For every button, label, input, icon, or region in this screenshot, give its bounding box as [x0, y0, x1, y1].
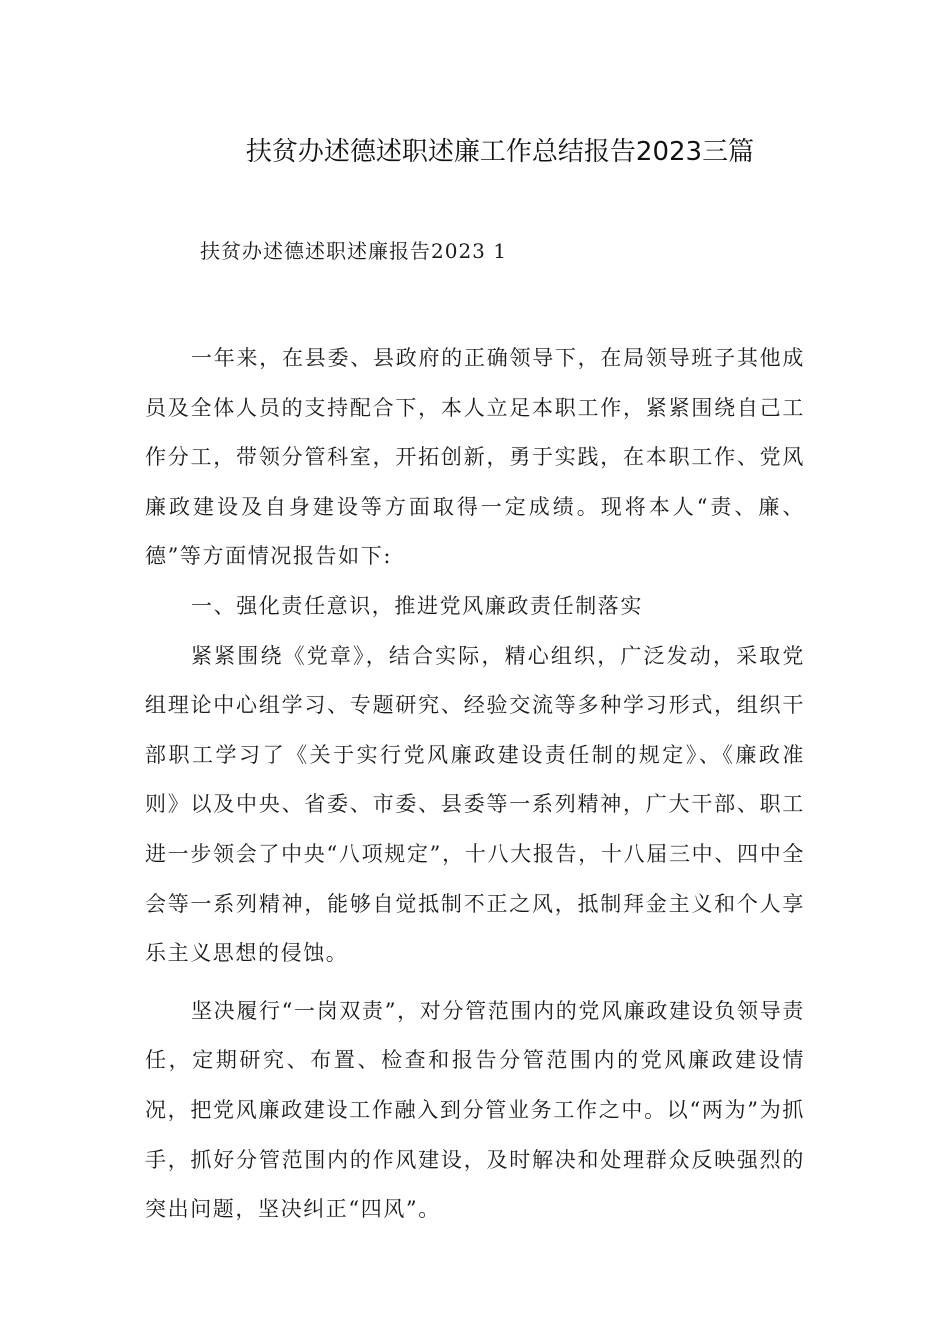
section-heading-1: 一、强化责任意识，推进党风廉政责任制落实 [191, 593, 643, 618]
paragraph-responsibility: 坚决履行“一岗双责”，对分管范围内的党风廉政建设负领导责任，定期研究、布置、检查和报告分管范围内的党风廉政建设情况，把党风廉政建设工作融入到分管业务工作之中。以“两为”为抓手，抓好分管范围内的作风建设，及时解决和处理群众反映强烈的突出问题，坚决纠正“四风”。 [145, 998, 805, 1222]
paragraph-intro: 一年来，在县委、县政府的正确领导下，在局领导班子其他成员及全体人员的支持配合下，本人立足本职工作，紧紧围绕自己工作分工，带领分管科室，开拓创新，勇于实践，在本职工作、党风廉政建设及自身建设等方面取得一定成绩。现将本人“责、廉、德”等方面情况报告如下: [145, 346, 805, 569]
document-title: 扶贫办述德述职述廉工作总结报告2023三篇 [245, 137, 755, 167]
paragraph-study: 紧紧围绕《党章》，结合实际，精心组织，广泛发动，采取党组理论中心组学习、专题研究、经验交流等多种学习形式，组织干部职工学习了《关于实行党风廉政建设责任制的规定》、《廉政准则》以及中央、省委、市委、县委等一系列精神，广大干部、职工进一步领会了中央“八项规定”，十八大报告，十八届三中、四中全会等一系列精神，能够自觉抵制不正之风，抵制拜金主义和个人享乐主义思想的侵蚀。 [145, 643, 805, 966]
document-body [145, 334, 805, 1235]
report-subtitle: 扶贫办述德述职述廉报告2023 1 [200, 239, 507, 263]
